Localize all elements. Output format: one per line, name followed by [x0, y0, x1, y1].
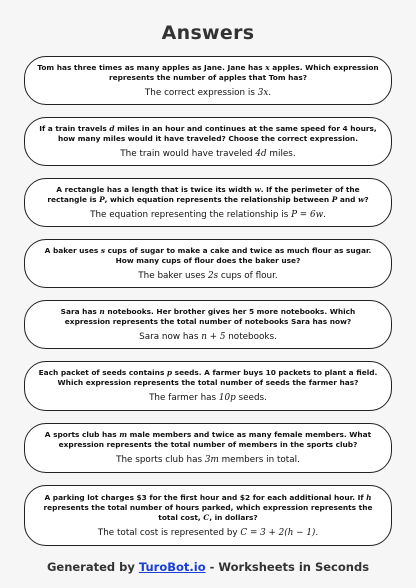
- answer-card: [24, 361, 392, 411]
- math-expression: 4d: [255, 148, 267, 159]
- math-expression: w: [357, 194, 365, 204]
- math-expression: C: [203, 512, 210, 522]
- math-expression: d: [109, 123, 115, 133]
- answer-text: The correct expression is 3x.: [144, 87, 272, 98]
- math-expression: 3m: [204, 455, 219, 465]
- math-expression: 3x: [257, 87, 269, 98]
- answer-card: [24, 300, 392, 349]
- question-text: Tom has three times as many apples as Jane. Jane has x apples. Which expression represents the number of apples that Tom has?: [37, 62, 379, 82]
- math-expression: w: [254, 184, 261, 194]
- question-text: A baker uses s cups of sugar to make a cake and twice as much flour as sugar. How many cups of flour does the baker use?: [44, 245, 372, 265]
- math-expression: n + 5: [201, 331, 226, 342]
- question-text: If a train travels d miles in an hour and continues at the same speed for 4 hours, how many miles would it have traveled? Choose the correct expression.: [39, 123, 377, 143]
- footer-suffix: - Worksheets in Seconds: [205, 560, 370, 574]
- math-expression: n: [99, 306, 105, 316]
- math-expression: 2s: [208, 270, 219, 281]
- question-text: Sara has n notebooks. Her brother gives her 5 more notebooks. Which expression represents the total number of notebooks Sara has now?: [60, 306, 356, 326]
- answer-text: The farmer has 10p seeds.: [149, 393, 267, 403]
- answer-card: [24, 178, 392, 227]
- math-expression: P = 6w: [291, 209, 324, 220]
- math-expression: h: [366, 492, 372, 502]
- answer-text: The total cost is represented by C = 3 + 2(h − 1).: [97, 527, 319, 538]
- question-text: A rectangle has a length that is twice its width w. If the perimeter of the rectangle is P, which equation represents the relationship between P and w?: [47, 184, 369, 204]
- math-expression: p: [166, 368, 173, 377]
- page-title: Answers: [161, 22, 255, 44]
- answer-card: [24, 117, 392, 166]
- footer: [0, 560, 416, 574]
- question-text: Each packet of seeds contains p seeds. A farmer buys 10 packets to plant a field. Which expression represents the total number of seeds the farmer has?: [38, 368, 378, 387]
- answer-text: The equation representing the relationship is P = 6w.: [90, 209, 326, 220]
- answer-card: [24, 239, 392, 288]
- answer-text: The train would have traveled 4d miles.: [120, 148, 296, 159]
- answer-text: Sara now has n + 5 notebooks.: [139, 331, 277, 342]
- answer-card: [24, 485, 392, 546]
- math-expression: x: [265, 62, 270, 72]
- answer-text: The sports club has 3m members in total.: [116, 455, 300, 465]
- footer-prefix: Generated by: [46, 560, 139, 574]
- answer-card: [24, 56, 392, 105]
- math-expression: P: [331, 194, 338, 204]
- answer-card: [24, 423, 392, 473]
- math-expression: C = 3 + 2(h − 1): [240, 527, 316, 538]
- math-expression: s: [100, 245, 105, 255]
- math-expression: P: [99, 194, 105, 204]
- question-text: A sports club has m male members and twice as many female members. What expression represents the total number of members in the sports club?: [44, 430, 372, 449]
- answer-text: The baker uses 2s cups of flour.: [138, 270, 278, 281]
- question-text: A parking lot charges $3 for the first hour and $2 for each additional hour. If h represents the total number of hours parked, which expression represents the total cost, C, in dollars?: [43, 492, 373, 522]
- math-expression: 10p: [218, 393, 236, 403]
- math-expression: m: [119, 430, 128, 439]
- turobot-link[interactable]: TuroBot.io: [138, 560, 206, 574]
